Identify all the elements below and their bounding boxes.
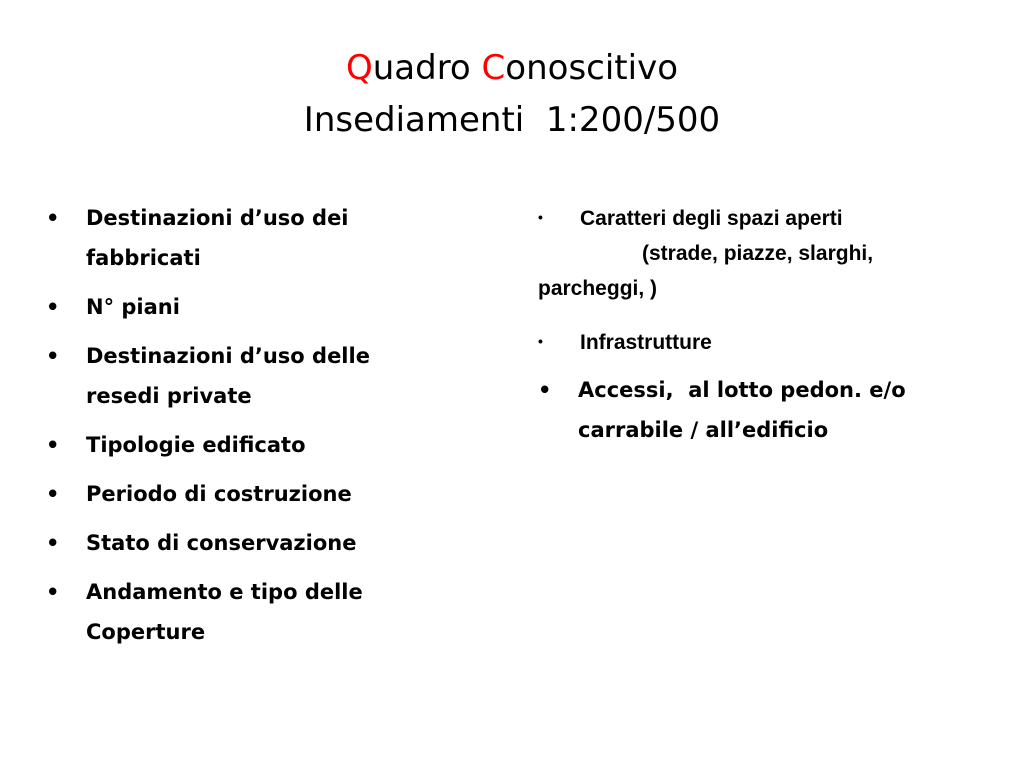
open-spaces-line-2: (strade, piazze, slarghi, (642, 242, 874, 265)
bullet-icon: • (46, 482, 60, 506)
left-bullet-list (46, 198, 446, 661)
list-item-text: Andamento e tipo delle Coperture (86, 580, 363, 644)
infrastructure-text: Infrastrutture (580, 331, 712, 354)
right-bullet-list (538, 200, 988, 450)
list-item (46, 425, 446, 465)
bullet-icon: • (46, 580, 60, 604)
title-line-1 (0, 42, 1024, 94)
list-item-open-spaces (538, 200, 988, 306)
list-item-text: N° piani (86, 295, 180, 319)
list-item-text: Tipologie edificato (86, 433, 306, 457)
list-item (46, 198, 446, 278)
open-spaces-line-1 (538, 200, 988, 236)
title-accent-q: Q (345, 48, 373, 88)
slide-title (0, 42, 1024, 146)
title-part-a: uadro (372, 48, 482, 88)
bullet-icon: • (46, 344, 60, 368)
title-accent-c: C (481, 48, 506, 88)
bullet-icon: • (46, 531, 60, 555)
list-item (46, 287, 446, 327)
bullet-icon: • (46, 295, 60, 319)
list-item (46, 572, 446, 652)
access-text: Accessi, al lotto pedon. e/o carrabile / all’edificio (578, 378, 913, 442)
list-item-infrastructure (538, 324, 988, 360)
list-item-text: Destinazioni d’uso dei fabbricati (86, 206, 349, 270)
list-item (46, 336, 446, 416)
bullet-icon: • (538, 333, 543, 349)
title-part-b: onoscitivo (505, 48, 679, 88)
list-item (46, 523, 446, 563)
list-item-text: Stato di conservazione (86, 531, 357, 555)
open-spaces-line-3: parcheggi, ) (538, 277, 658, 300)
title-line-2: Insediamenti 1:200/500 (303, 100, 721, 140)
list-item-text: Periodo di costruzione (86, 482, 352, 506)
open-spaces-text: Caratteri degli spazi aperti (580, 207, 843, 230)
bullet-icon: • (538, 209, 543, 225)
list-item (46, 474, 446, 514)
list-item-text: Destinazioni d’uso delle resedi private (86, 344, 370, 408)
bullet-icon: • (46, 206, 60, 230)
list-item-access (538, 370, 988, 450)
bullet-icon: • (538, 378, 552, 402)
bullet-icon: • (46, 433, 60, 457)
